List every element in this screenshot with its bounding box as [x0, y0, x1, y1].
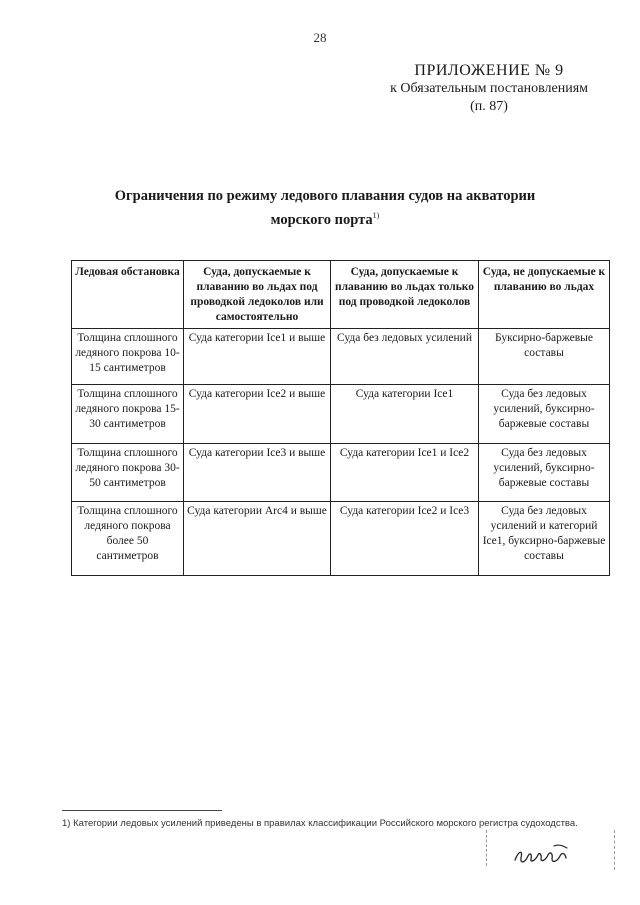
header-allowed-with-or-without-escort: Суда, допускаемые к плаванию во льдах под проводкой ледоколов или самостоятельно [184, 261, 331, 329]
table-row [72, 502, 610, 576]
table-cell: Суда категории Ice1 [331, 385, 479, 444]
table-cell: Суда без ледовых усилений, буксирно-баржевые составы [479, 444, 610, 502]
table-cell: Суда категории Ice3 и выше [184, 444, 331, 502]
footnote-separator [62, 810, 222, 811]
table-cell: Суда без ледовых усилений, буксирно-баржевые составы [479, 385, 610, 444]
table-cell: Толщина сплошного ледяного покрова более 50 сантиметров [72, 502, 184, 576]
header-ice-conditions: Ледовая обстановка [72, 261, 184, 329]
document-title [90, 187, 560, 230]
header-not-allowed: Суда, не допускаемые к плаванию во льдах [479, 261, 610, 329]
appendix-paragraph: (п. 87) [470, 99, 508, 114]
appendix-header [390, 62, 588, 116]
handwritten-signature [512, 840, 574, 875]
table-cell: Толщина сплошного ледяного покрова 15-30 сантиметров [72, 385, 184, 444]
header-allowed-escort-only: Суда, допускаемые к плаванию во льдах только под проводкой ледоколов [331, 261, 479, 329]
table-cell: Буксирно-баржевые составы [479, 329, 610, 385]
table-cell: Суда без ледовых усилений [331, 329, 479, 385]
page-number: 28 [313, 30, 327, 45]
table-cell: Суда категории Ice2 и выше [184, 385, 331, 444]
table-cell: Суда категории Ice1 и выше [184, 329, 331, 385]
title-footnote-mark: 1) [372, 211, 380, 220]
table-row [72, 329, 610, 385]
scan-artifact-line [486, 830, 487, 866]
table-cell: Толщина сплошного ледяного покрова 10-15 сантиметров [72, 329, 184, 385]
signature-scribble [512, 840, 574, 870]
table-header-row [72, 261, 610, 329]
appendix-reference: к Обязательным постановлениям [390, 81, 588, 96]
table-cell: Суда без ледовых усилений и категорий Ice1, буксирно-баржевые составы [479, 502, 610, 576]
footnote: 1) Категории ледовых усилений приведены в правилах классификации Российского морского регистра судоходства. [62, 818, 578, 829]
table-cell: Толщина сплошного ледяного покрова 30-50 сантиметров [72, 444, 184, 502]
table-row [72, 385, 610, 444]
table-row [72, 444, 610, 502]
table-cell: Суда категории Arc4 и выше [184, 502, 331, 576]
scan-artifact-line [614, 830, 615, 870]
document-title-text: Ограничения по режиму ледового плавания судов на акватории морского порта [114, 188, 536, 228]
appendix-title: ПРИЛОЖЕНИЕ № 9 [414, 62, 564, 79]
table-cell: Суда категории Ice1 и Ice2 [331, 444, 479, 502]
ice-navigation-table [71, 260, 610, 576]
table-cell: Суда категории Ice2 и Ice3 [331, 502, 479, 576]
